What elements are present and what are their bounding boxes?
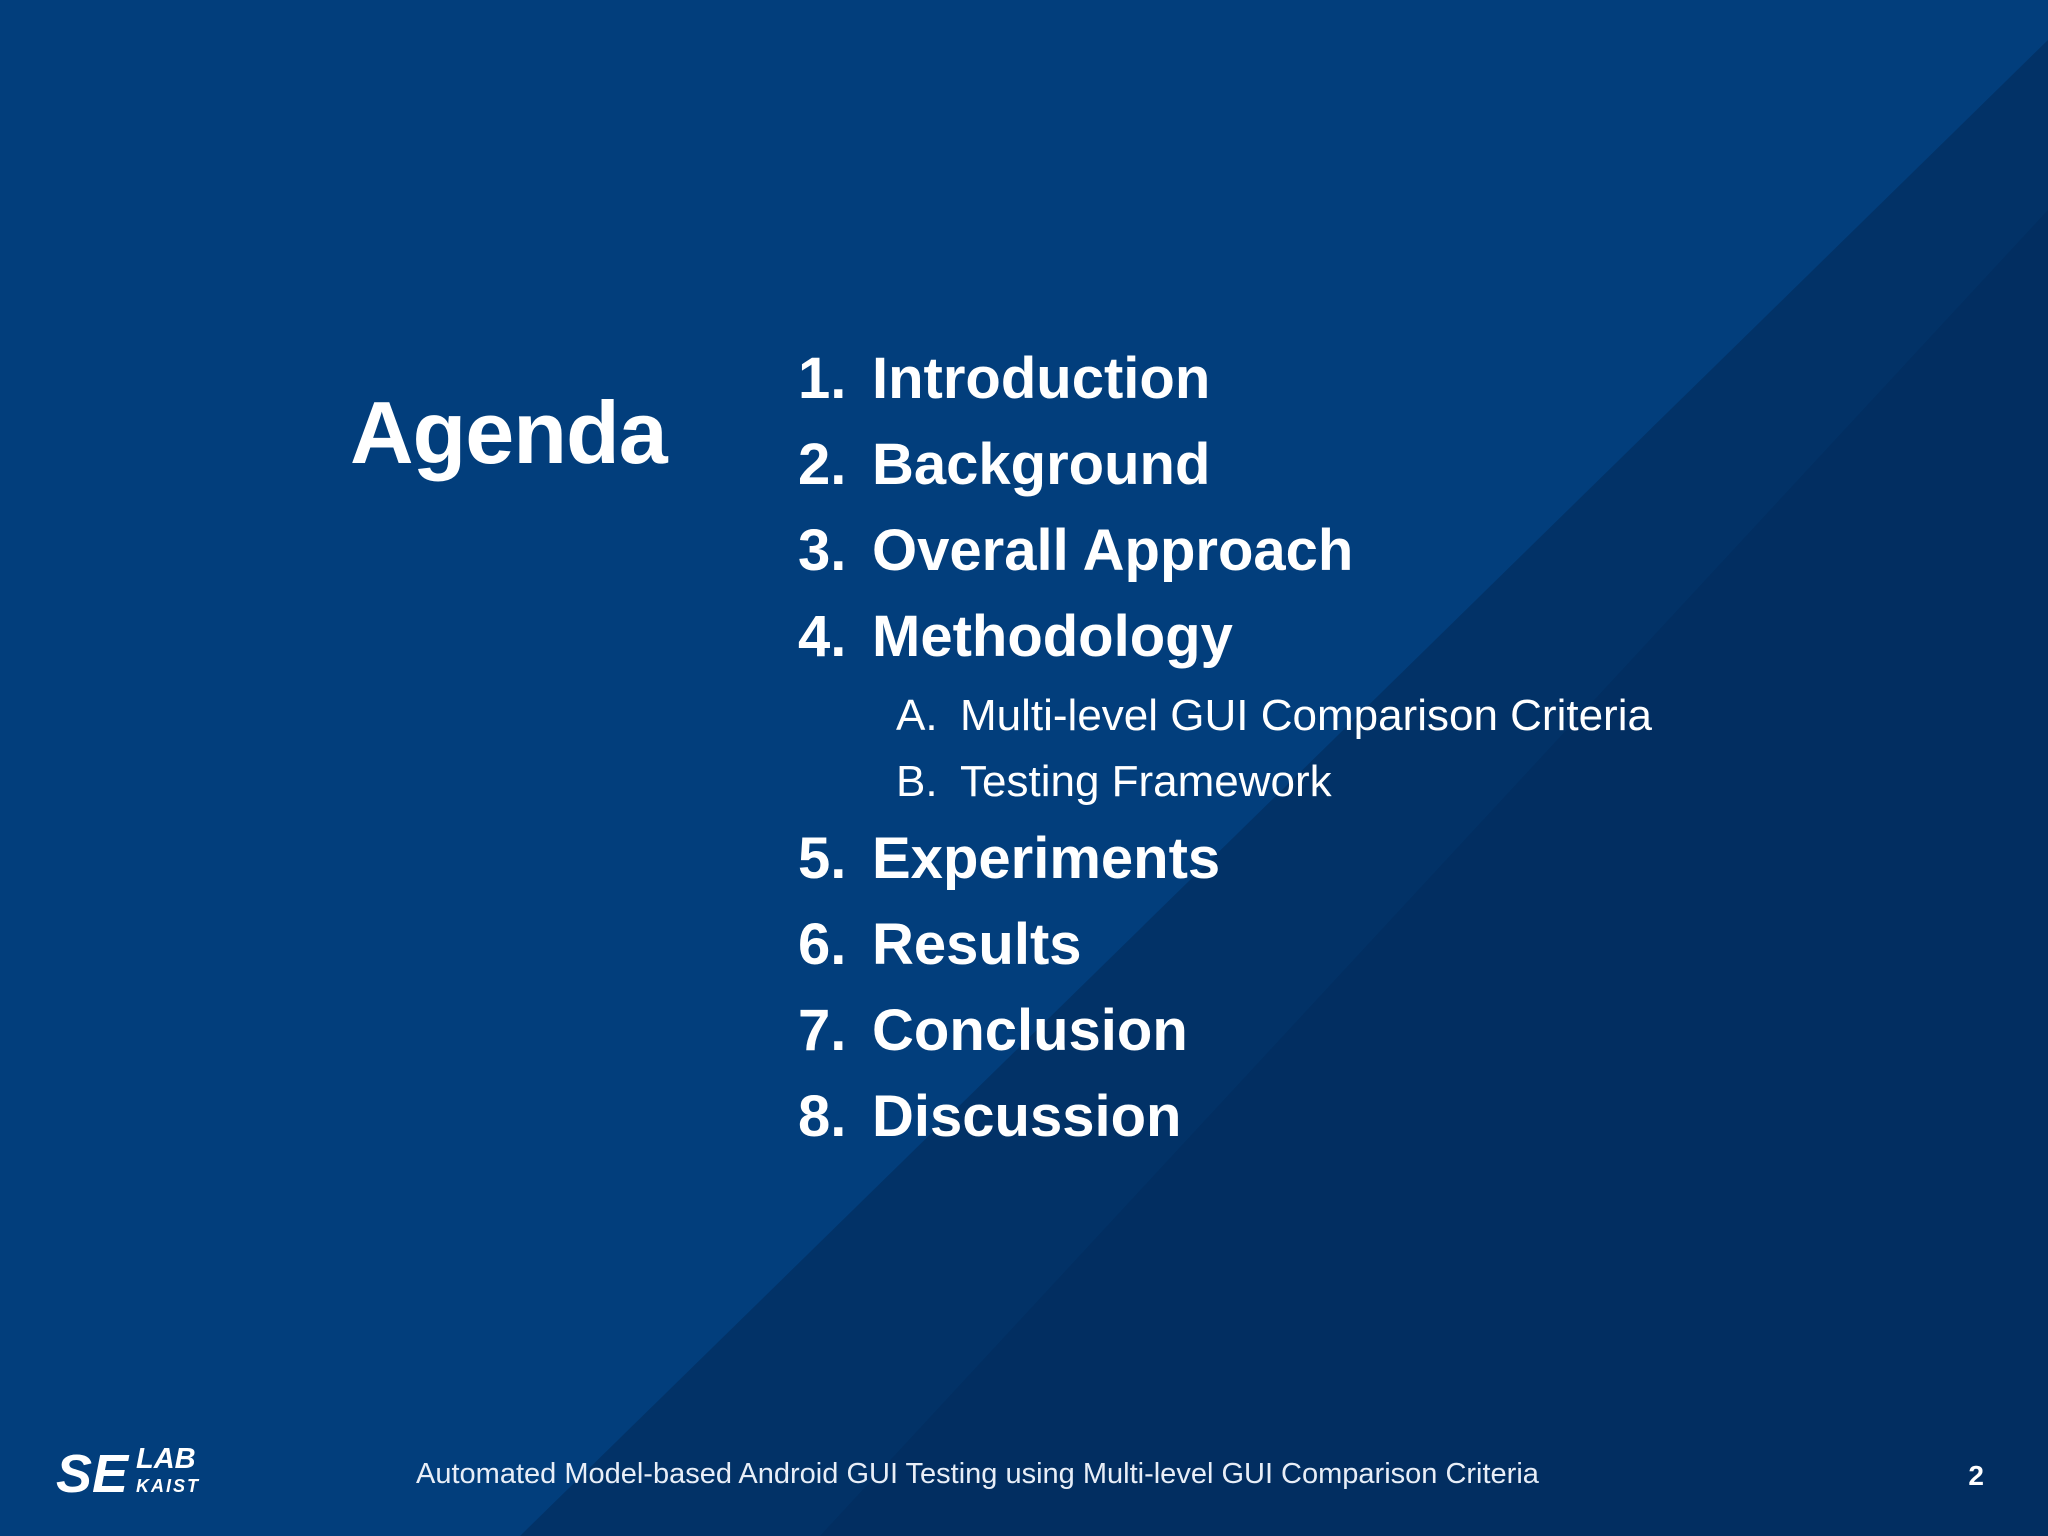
agenda-number: 3. xyxy=(798,518,847,583)
subitem-label: Testing Framework xyxy=(960,757,1332,806)
agenda-item-methodology xyxy=(798,604,1652,694)
agenda-number: 6. xyxy=(798,912,847,977)
footer-title: Automated Model-based Android GUI Testing using Multi-level GUI Comparison Criteria xyxy=(416,1458,1539,1490)
agenda-title: Agenda xyxy=(350,382,667,482)
agenda-item-experiments xyxy=(798,826,1652,916)
agenda-label: Methodology xyxy=(872,604,1233,669)
logo-kaist-text: KAIST xyxy=(136,1476,200,1496)
page-number: 2 xyxy=(1968,1460,1984,1491)
agenda-number: 2. xyxy=(798,432,847,497)
agenda-number: 1. xyxy=(798,346,847,411)
agenda-number: 8. xyxy=(798,1084,847,1149)
logo-lab-text: LAB xyxy=(136,1444,196,1475)
agenda-list xyxy=(798,346,1652,1174)
agenda-label: Experiments xyxy=(872,826,1221,891)
agenda-label: Overall Approach xyxy=(872,518,1354,583)
agenda-label: Discussion xyxy=(872,1084,1182,1149)
agenda-item-background xyxy=(798,432,1652,522)
methodology-sublist xyxy=(798,691,1652,830)
agenda-item-introduction xyxy=(798,346,1652,436)
subitem-letter: B. xyxy=(896,757,938,806)
agenda-item-discussion xyxy=(798,1084,1652,1174)
agenda-label: Conclusion xyxy=(872,998,1188,1063)
subitem-testing-framework xyxy=(896,757,1652,826)
logo-se-text: SE xyxy=(56,1444,129,1500)
methodology-sublist-container xyxy=(798,691,1652,830)
agenda-label: Background xyxy=(872,432,1211,497)
agenda-item-overall-approach xyxy=(798,518,1652,608)
agenda-number: 4. xyxy=(798,604,847,669)
agenda-label: Results xyxy=(872,912,1082,977)
subitem-label: Multi-level GUI Comparison Criteria xyxy=(960,691,1652,740)
selab-kaist-logo xyxy=(54,1444,214,1500)
agenda-number: 5. xyxy=(798,826,847,891)
agenda-item-results xyxy=(798,912,1652,1002)
subitem-letter: A. xyxy=(896,691,938,740)
agenda-number: 7. xyxy=(798,998,847,1063)
subitem-multi-level-gui-comparison-criteria xyxy=(896,691,1652,760)
agenda-label: Introduction xyxy=(872,346,1211,411)
agenda-item-conclusion xyxy=(798,998,1652,1088)
